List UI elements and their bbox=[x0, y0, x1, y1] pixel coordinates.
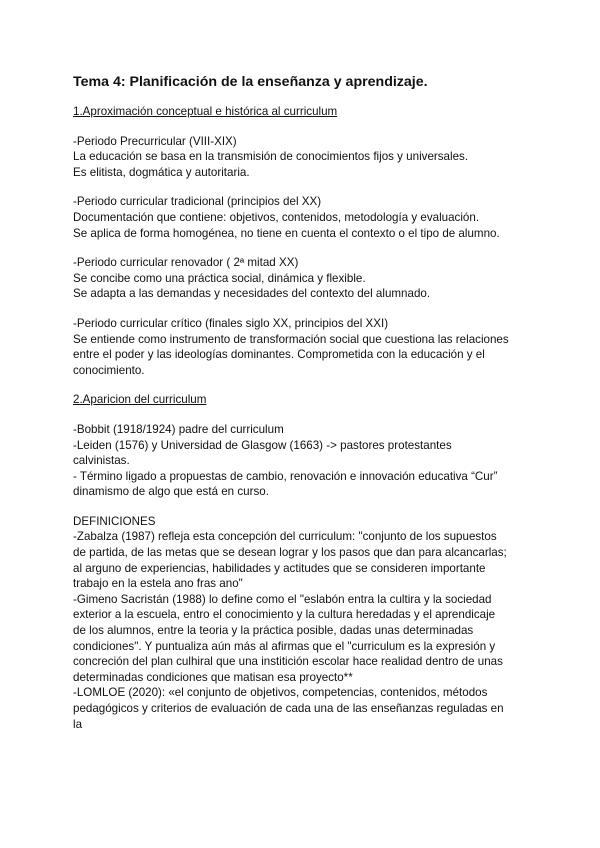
spacer bbox=[73, 408, 533, 422]
spacer bbox=[73, 302, 533, 316]
spacer bbox=[73, 120, 533, 134]
period-label: -Periodo curricular crítico (finales siglo XX, principios del XXI) bbox=[73, 316, 389, 330]
body-line: calvinistas. bbox=[73, 454, 130, 468]
spacer bbox=[73, 500, 533, 514]
period-label: -Periodo curricular renovador ( 2ª mitad XX) bbox=[73, 256, 299, 270]
period-label: -Periodo Precurricular (VIII-XIX) bbox=[73, 134, 237, 148]
period-text: Se concibe como una práctica social, dinámica y flexible. bbox=[73, 271, 366, 285]
period-text: Se adapta a las demandas y necesidades del contexto del alumnado. bbox=[73, 287, 431, 301]
definition-line: condiciones". Y puntualiza aún más al afirmas que el "curriculum es la expresión y bbox=[73, 639, 496, 653]
period-text: Se entiende como instrumento de transformación social que cuestiona las relaciones bbox=[73, 332, 509, 346]
section-heading-2: 2.Aparicion del curriculum bbox=[73, 393, 207, 407]
definition-line: al arguno de experiencias, habilidades y actitudes que se consideren importante bbox=[73, 561, 486, 575]
document-body bbox=[73, 73, 533, 732]
definition-line: concreción del plan culhiral que una institición escolar hace realidad dentro de unas bbox=[73, 655, 503, 669]
spacer bbox=[73, 180, 533, 194]
body-line: - Término ligado a propuestas de cambio, renovación e innovación educativa “Cur” bbox=[73, 469, 498, 483]
period-text: La educación se basa en la transmisión de conocimientos fijos y universales. bbox=[73, 150, 469, 164]
definition-line: de los alumnos, entre la teoria y la práctica posible, dadas unas determinadas bbox=[73, 624, 474, 638]
definition-line: -Gimeno Sacristán (1988) lo define como el "eslabón entra la cultira y la sociedad bbox=[73, 592, 492, 606]
body-line: -Leiden (1576) y Universidad de Glasgow (1663) -> pastores protestantes bbox=[73, 438, 452, 452]
spacer bbox=[73, 378, 533, 392]
spacer bbox=[73, 241, 533, 255]
definition-line: determinadas condiciones que matisan esa proyecto** bbox=[73, 670, 353, 684]
definition-line: -Zabalza (1987) refleja esta concepción del curriculum: "conjunto de los supuestos bbox=[73, 530, 497, 544]
period-text: conocimiento. bbox=[73, 363, 145, 377]
definition-line: -LOMLOE (2020): «el conjunto de objetivos, competencias, contenidos, métodos bbox=[73, 686, 488, 700]
definition-line: exterior a la escuela, entro el conocimiento y la cultura heredadas y el aprendicaje bbox=[73, 608, 496, 622]
section-heading-1: 1.Aproximación conceptual e histórica al curriculum bbox=[73, 105, 338, 118]
definition-line: la bbox=[73, 717, 83, 731]
period-label: -Periodo curricular tradicional (principios del XX) bbox=[73, 195, 322, 209]
definition-line: trabajo en la estela ano fras ano" bbox=[73, 577, 243, 591]
definitions-heading: DEFINICIONES bbox=[73, 514, 156, 528]
page-title: Tema 4: Planificación de la enseñanza y aprendizaje. bbox=[73, 74, 428, 90]
body-line: -Bobbit (1918/1924) padre del curriculum bbox=[73, 422, 284, 436]
definition-line: pedagógicos y criterios de evaluación de cada una de las enseñanzas reguladas en bbox=[73, 702, 504, 715]
period-text: Es elitista, dogmática y autoritaria. bbox=[73, 165, 250, 179]
period-text: Se aplica de forma homogénea, no tiene en cuenta el contexto o el tipo de alumno. bbox=[73, 226, 500, 240]
period-text: Documentación que contiene: objetivos, contenidos, metodología y evaluación. bbox=[73, 210, 480, 224]
definition-line: de partida, de las metas que se desean lograr y los pasos que dan para alcancarlas; bbox=[73, 546, 507, 560]
body-line: dinamismo de algo que está en curso. bbox=[73, 485, 269, 499]
period-text: entre el poder y las ideologías dominantes. Comprometida con la educación y el bbox=[73, 348, 485, 362]
